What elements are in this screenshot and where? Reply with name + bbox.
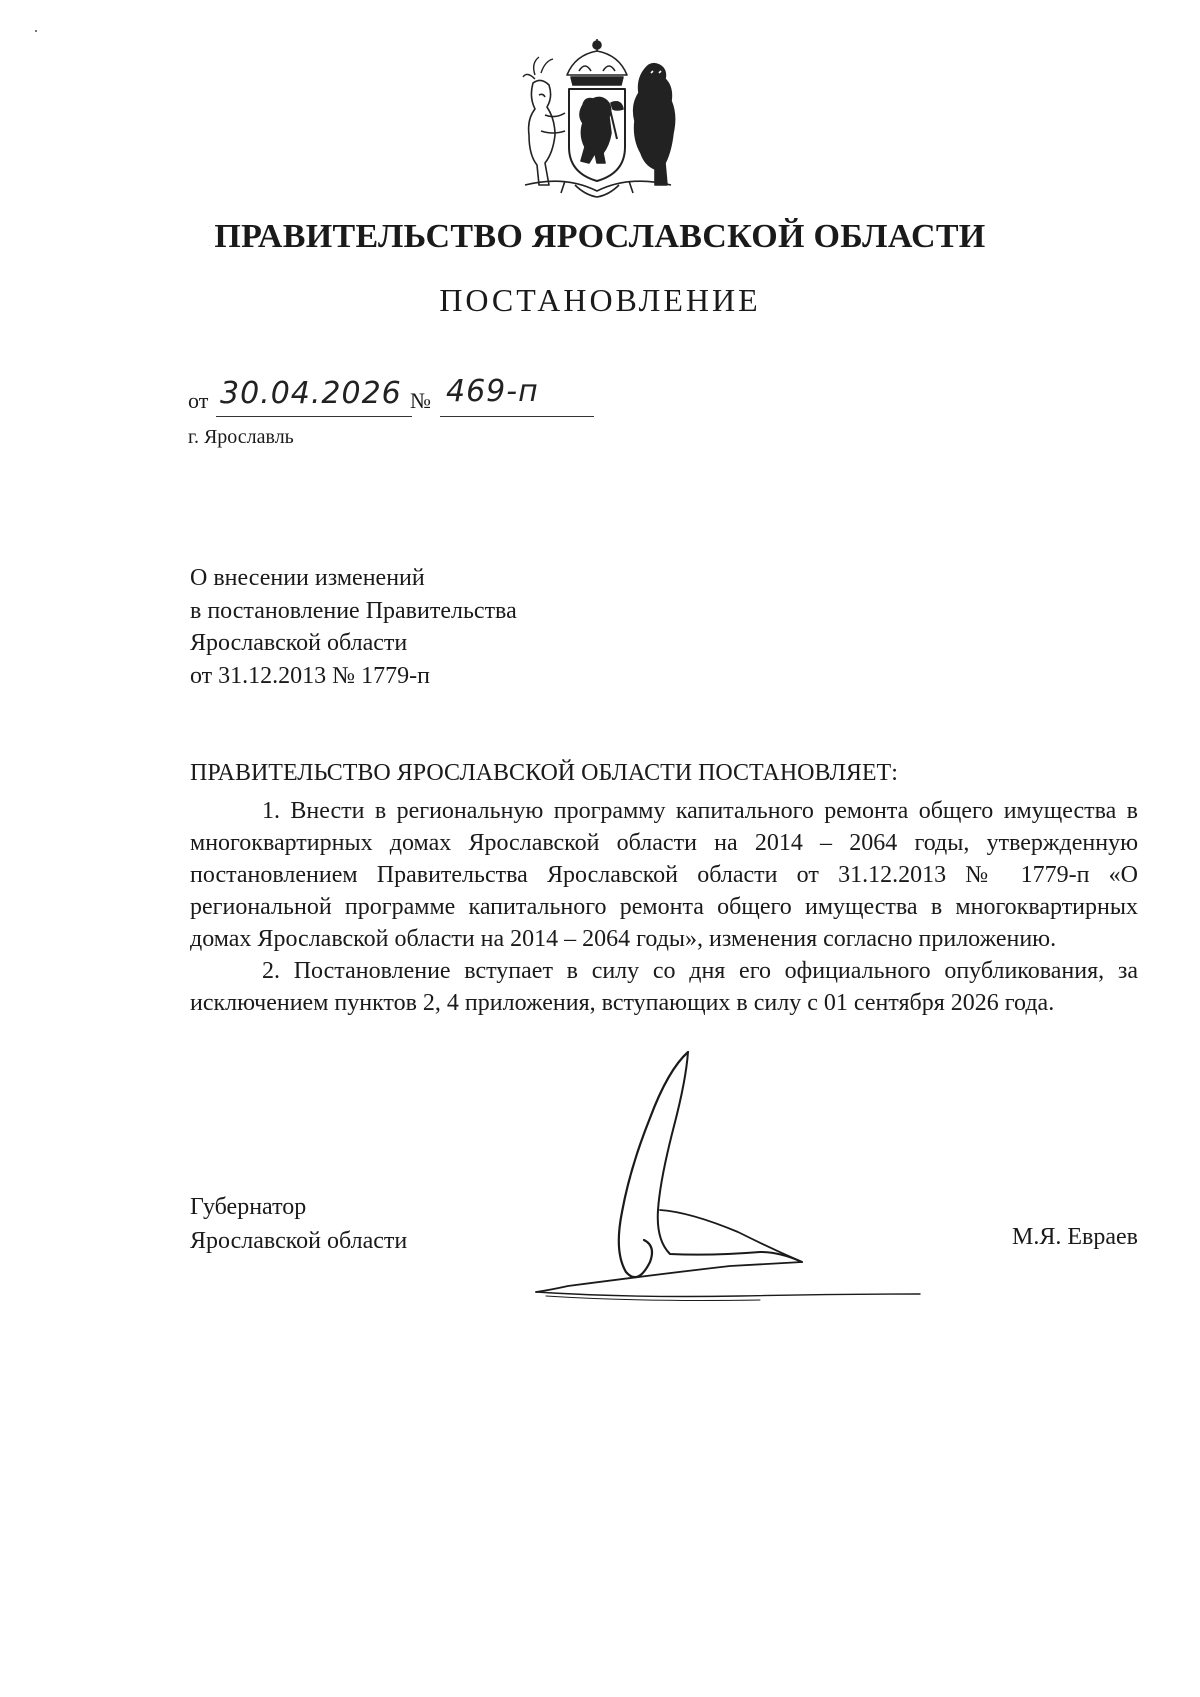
signer-title-line: Ярославской области [190,1228,408,1254]
document-number: 469-п [446,374,539,409]
document-type: ПОСТАНОВЛЕНИЕ [439,282,761,318]
subject-line: в постановление Правительства [190,597,517,624]
resolve-heading: ПРАВИТЕЛЬСТВО ЯРОСЛАВСКОЙ ОБЛАСТИ ПОСТАНОВЛЯЕТ: [190,760,898,786]
government-title: ПРАВИТЕЛЬСТВО ЯРОСЛАВСКОЙ ОБЛАСТИ [214,218,986,255]
date-underline [216,416,412,417]
number-prefix: № [410,388,431,413]
scan-speck [35,30,37,32]
date-prefix: от [188,388,209,413]
signer-title-line: Губернатор [190,1194,307,1220]
document-reference [188,374,608,422]
signer-name: М.Я. Евраев [1012,1224,1138,1250]
document-city: г. Ярославль [188,426,294,448]
coat-of-arms-icon [505,35,690,200]
body-paragraph: 2. Постановление вступает в силу со дня его официального опубликования, за исключением пунктов 2, 4 приложения, вступающих в силу с 01 сентября 2026 года. [190,958,1138,1016]
document-subject [190,562,670,692]
handwritten-signature-icon [510,1040,950,1340]
subject-line: Ярославской области [190,630,408,656]
subject-line: от 31.12.2013 № 1779-п [190,662,430,689]
body-paragraph: 1. Внести в региональную программу капитального ремонта общего имущества в многоквартирных домах Ярославской области на 2014 – 2064 годы, утвержденную постановлением Правительства Ярославской области от 31.12.2013 № 1779-п «О региональной программе капитального ремонта общего имущества в многоквартирных домах Ярославской области на 2014 – 2064 годы», изменения согласно приложению. [190,798,1138,952]
subject-line: О внесении изменений [190,565,425,591]
number-underline [440,416,594,417]
document-date: 30.04.2026 [220,376,402,411]
document-body [190,795,1138,1019]
